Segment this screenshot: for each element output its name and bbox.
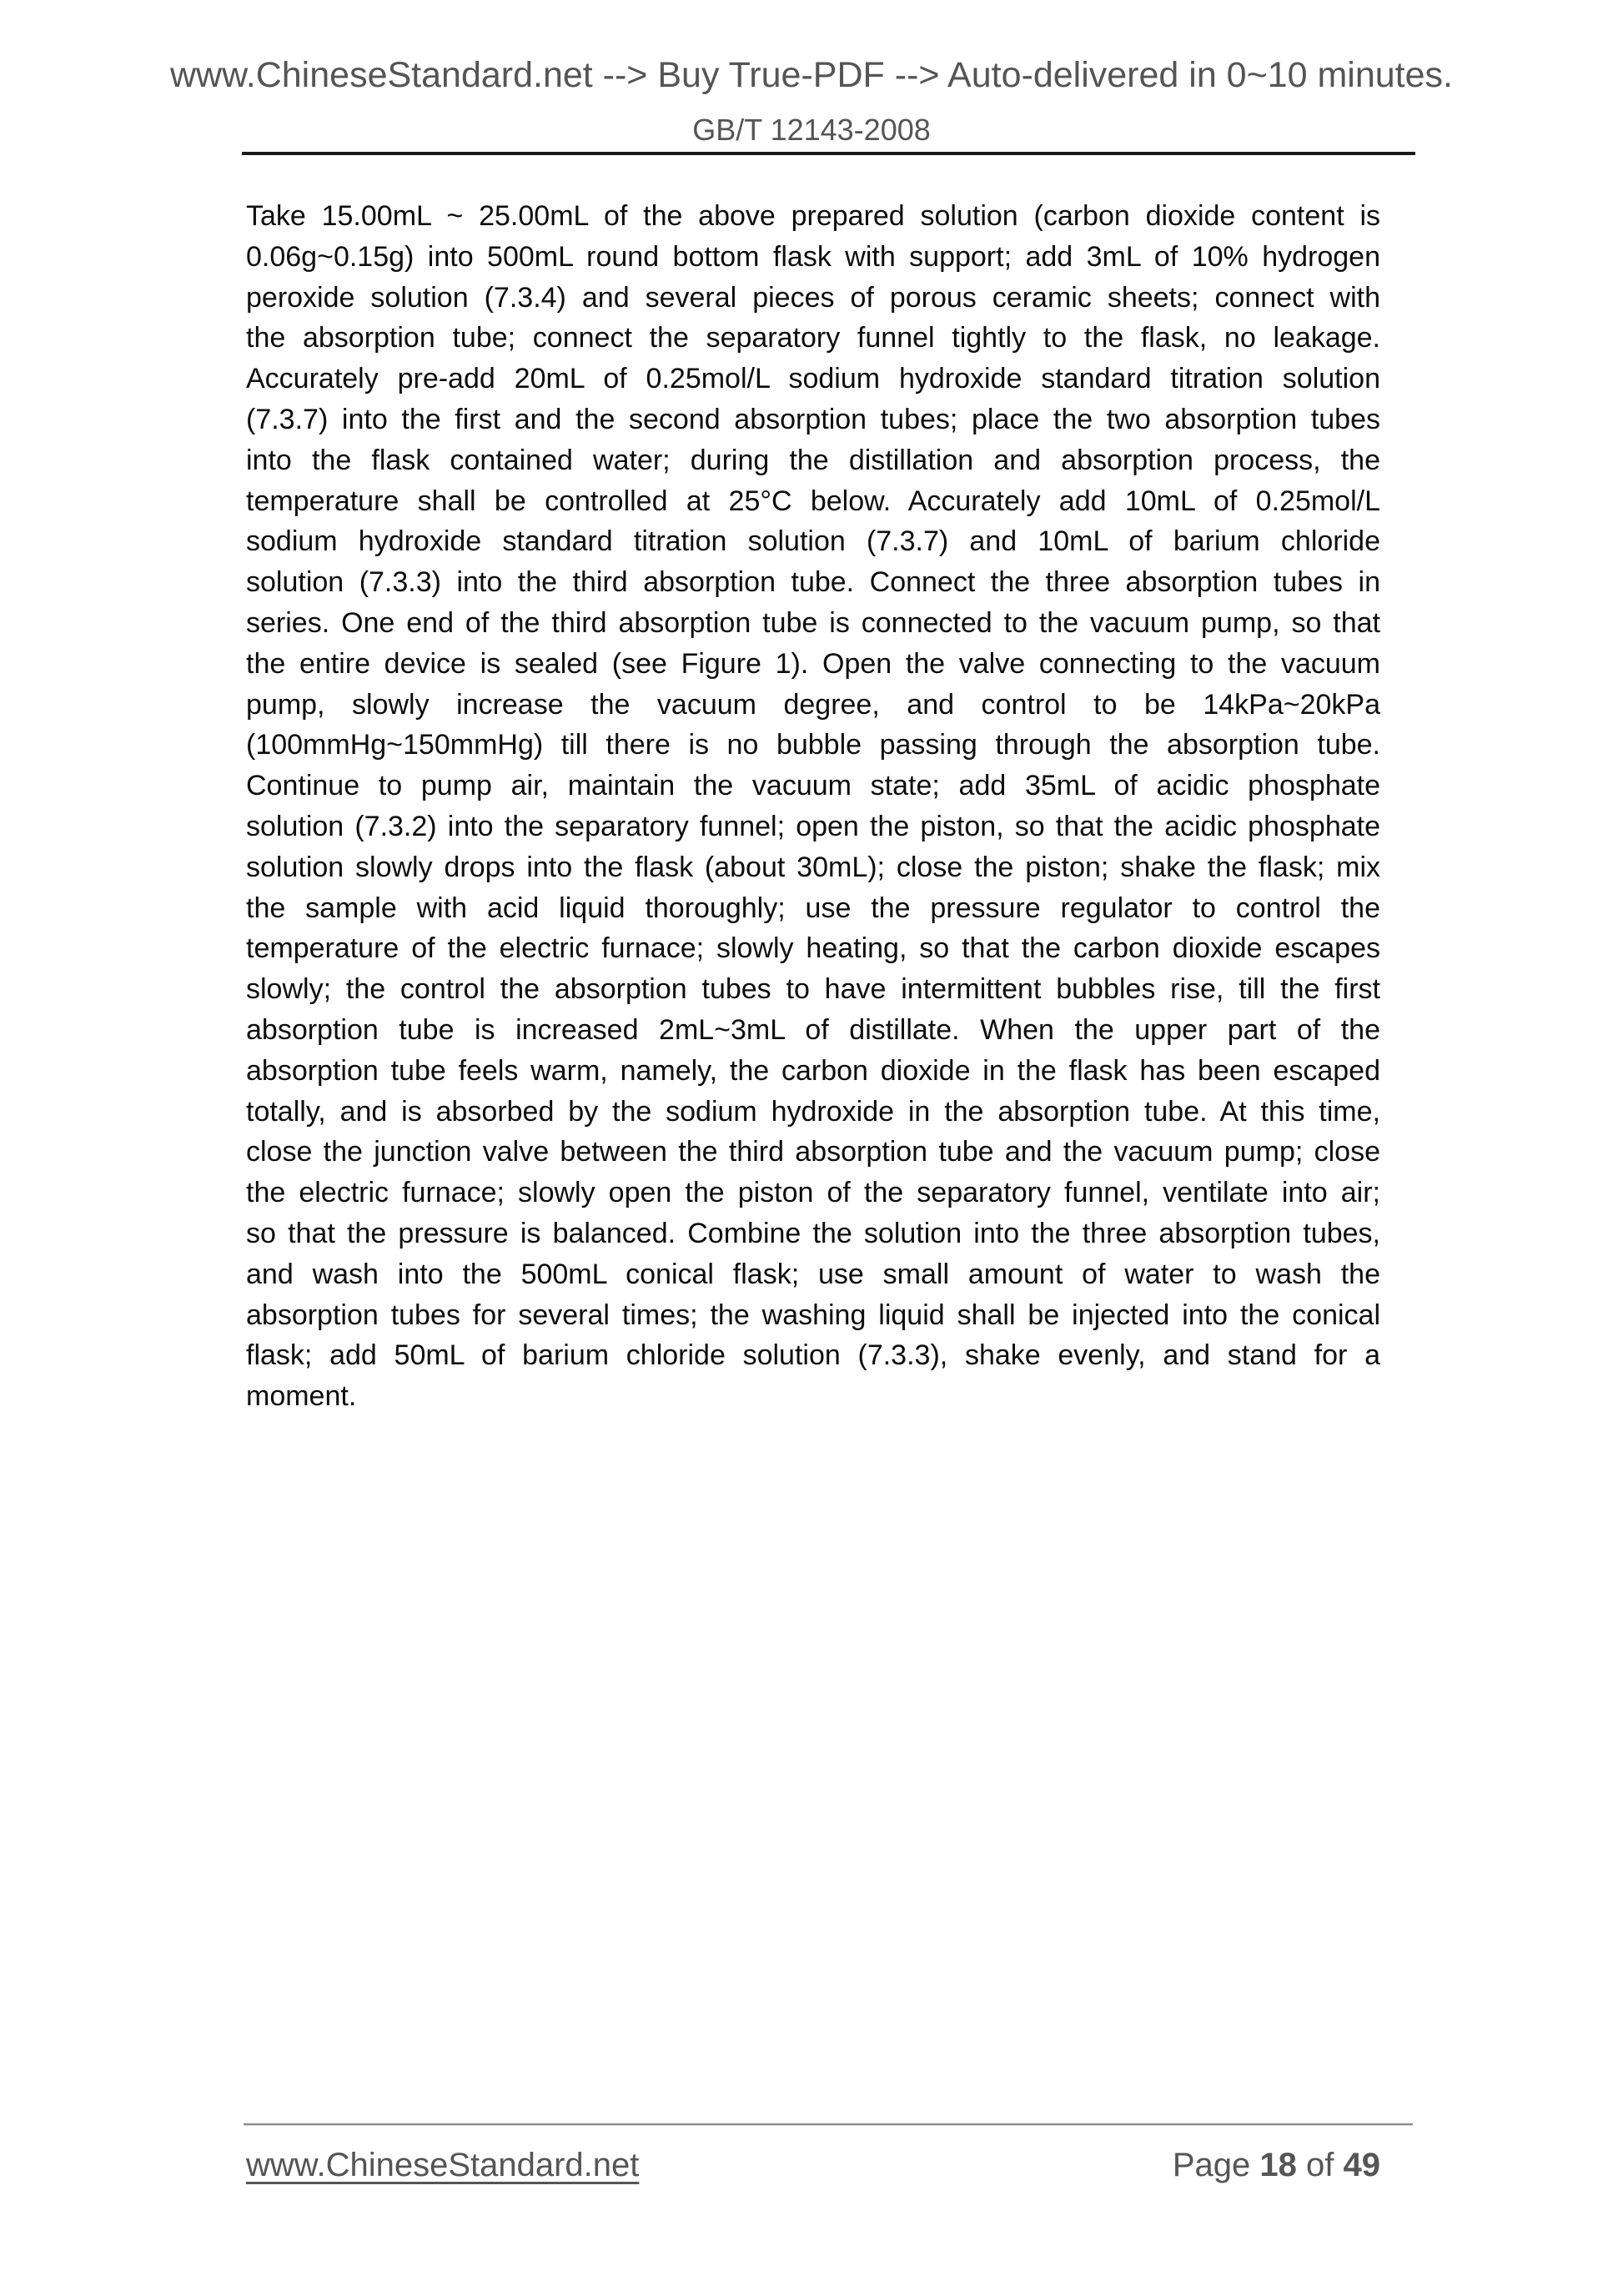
of-word: of: [1306, 2147, 1334, 2183]
paragraph-line: absorption tubes for several times; the washing liquid shall be injected into the conical: [246, 1299, 1380, 1331]
paragraph-line: into the flask contained water; during the distillation and absorption process, the: [246, 444, 1380, 476]
paragraph-line: series. One end of the third absorption tube is connected to the vacuum pump, so that: [246, 606, 1380, 639]
paragraph-line: solution slowly drops into the flask (about 30mL); close the piston; shake the flask; mix: [246, 851, 1380, 883]
paragraph-line: slowly; the control the absorption tubes to have intermittent bubbles rise, till the first: [246, 973, 1380, 1006]
footer: [246, 2145, 1380, 2187]
standard-number: GB/T 12143-2008: [692, 113, 931, 147]
paragraph-line: the electric furnace; slowly open the piston of the separatory funnel, ventilate into air;: [246, 1177, 1380, 1209]
paragraph-line: and wash into the 500mL conical flask; use small amount of water to wash the: [246, 1258, 1380, 1290]
paragraph-line: the sample with acid liquid thoroughly; use the pressure regulator to control the: [246, 892, 1380, 924]
paragraph-line: absorption tube is increased 2mL~3mL of distillate. When the upper part of the: [246, 1013, 1380, 1046]
paragraph-line: (7.3.7) into the first and the second absorption tubes; place the two absorption tubes: [246, 403, 1380, 435]
paragraph-line: sodium hydroxide standard titration solution (7.3.7) and 10mL of barium chloride: [246, 525, 1380, 558]
footer-site-link[interactable]: www.ChineseStandard.net: [246, 2147, 640, 2183]
paragraph-line: solution (7.3.3) into the third absorption tube. Connect the three absorption tubes in: [246, 566, 1380, 599]
paragraph-line: pump, slowly increase the vacuum degree, and control to be 14kPa~20kPa: [246, 688, 1380, 721]
paragraph-line: Accurately pre-add 20mL of 0.25mol/L sodium hydroxide standard titration solution: [246, 363, 1380, 395]
paragraph-line: temperature of the electric furnace; slowly heating, so that the carbon dioxide escapes: [246, 932, 1380, 965]
header-rule: [242, 152, 1415, 155]
page-total: 49: [1343, 2147, 1380, 2183]
paragraph-line: totally, and is absorbed by the sodium hydroxide in the absorption tube. At this time,: [246, 1095, 1380, 1128]
header-tagline: www.ChineseStandard.net --> Buy True-PDF --> Auto-delivered in 0~10 minutes.: [169, 55, 1453, 95]
paragraph-line: Take 15.00mL ~ 25.00mL of the above prepared solution (carbon dioxide content is: [246, 200, 1380, 232]
footer-rule: [244, 2123, 1413, 2126]
paragraph-line: temperature shall be controlled at 25°C below. Accurately add 10mL of 0.25mol/L: [246, 485, 1380, 517]
body-paragraph: [246, 196, 1380, 1417]
paragraph-line: solution (7.3.2) into the separatory funnel; open the piston, so that the acidic phosphate: [246, 810, 1380, 842]
page-current: 18: [1259, 2147, 1297, 2183]
paragraph-line: flask; add 50mL of barium chloride solution (7.3.3), shake evenly, and stand for a: [246, 1339, 1380, 1372]
paragraph-line: peroxide solution (7.3.4) and several pieces of porous ceramic sheets; connect with: [246, 281, 1380, 314]
paragraph-line: absorption tube feels warm, namely, the carbon dioxide in the flask has been escaped: [246, 1054, 1380, 1087]
paragraph-line: 0.06g~0.15g) into 500mL round bottom flask with support; add 3mL of 10% hydrogen: [246, 240, 1380, 273]
paragraph-line: Continue to pump air, maintain the vacuum state; add 35mL of acidic phosphate: [246, 770, 1380, 802]
page-word: Page: [1172, 2147, 1251, 2183]
paragraph-line: the entire device is sealed (see Figure 1). Open the valve connecting to the vacuum: [246, 647, 1380, 680]
page-indicator: [1173, 2145, 1380, 2185]
paragraph-line: so that the pressure is balanced. Combine the solution into the three absorption tubes,: [246, 1217, 1380, 1249]
paragraph-line: moment.: [246, 1380, 357, 1413]
paragraph-line: the absorption tube; connect the separatory funnel tightly to the flask, no leakage.: [246, 322, 1380, 354]
paragraph-line: (100mmHg~150mmHg) till there is no bubble passing through the absorption tube.: [246, 729, 1380, 761]
paragraph-line: close the junction valve between the third absorption tube and the vacuum pump; close: [246, 1136, 1380, 1168]
